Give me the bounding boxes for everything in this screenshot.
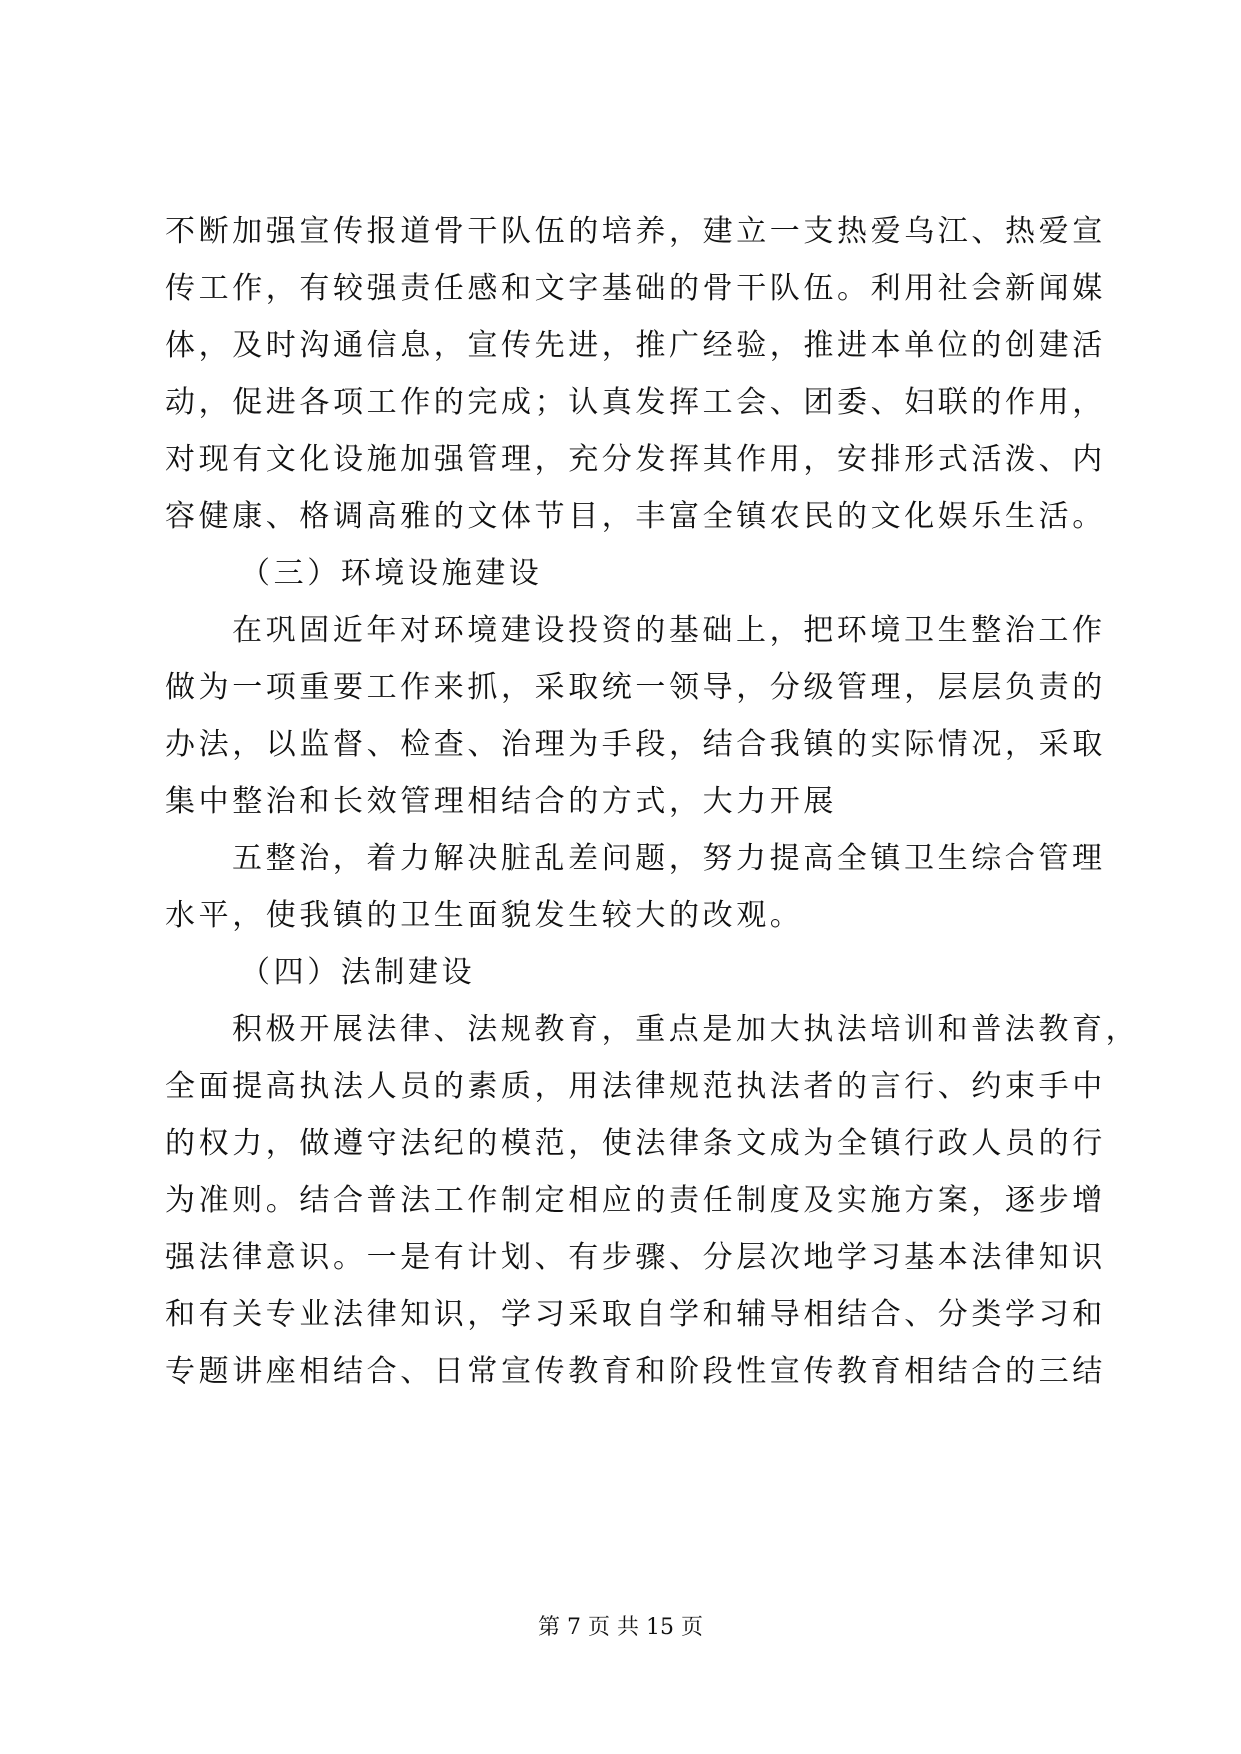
- page-number-footer: 第 7 页 共 15 页: [538, 1615, 703, 1640]
- text-line: 为准则。结合普法工作制定相应的责任制度及实施方案，逐步增: [165, 1183, 1106, 1218]
- text-line: 做为一项重要工作来抓，采取统一领导，分级管理，层层负责的: [165, 670, 1106, 705]
- text-line: 集中整治和长效管理相结合的方式，大力开展: [165, 784, 837, 819]
- section-heading: （四）法制建设: [240, 955, 476, 990]
- text-line: 在巩固近年对环境建设投资的基础上，把环境卫生整治工作: [232, 613, 1106, 648]
- text-line: 专题讲座相结合、日常宣传教育和阶段性宣传教育相结合的三结: [165, 1354, 1106, 1389]
- text-line: 的权力，做遵守法纪的模范，使法律条文成为全镇行政人员的行: [165, 1126, 1106, 1161]
- text-line: 传工作，有较强责任感和文字基础的骨干队伍。利用社会新闻媒: [165, 271, 1106, 306]
- text-line: 不断加强宣传报道骨干队伍的培养，建立一支热爱乌江、热爱宣: [165, 214, 1106, 249]
- text-line: 动，促进各项工作的完成；认真发挥工会、团委、妇联的作用，: [165, 385, 1106, 420]
- text-line: 水平，使我镇的卫生面貌发生较大的改观。: [165, 898, 804, 933]
- text-line: 办法，以监督、检查、治理为手段，结合我镇的实际情况，采取: [165, 727, 1106, 762]
- text-line: 全面提高执法人员的素质，用法律规范执法者的言行、约束手中: [165, 1069, 1106, 1104]
- text-line: 和有关专业法律知识，学习采取自学和辅导相结合、分类学习和: [165, 1297, 1106, 1332]
- text-line: 对现有文化设施加强管理，充分发挥其作用，安排形式活泼、内: [165, 442, 1106, 477]
- text-line: 五整治，着力解决脏乱差问题，努力提高全镇卫生综合管理: [232, 841, 1106, 876]
- text-line: 体，及时沟通信息，宣传先进，推广经验，推进本单位的创建活: [165, 328, 1106, 363]
- section-heading: （三）环境设施建设: [240, 556, 543, 591]
- text-line: 容健康、格调高雅的文体节目，丰富全镇农民的文化娱乐生活。: [165, 499, 1106, 534]
- text-line: 积极开展法律、法规教育，重点是加大执法培训和普法教育，: [232, 1012, 1140, 1047]
- text-line: 强法律意识。一是有计划、有步骤、分层次地学习基本法律知识: [165, 1240, 1106, 1275]
